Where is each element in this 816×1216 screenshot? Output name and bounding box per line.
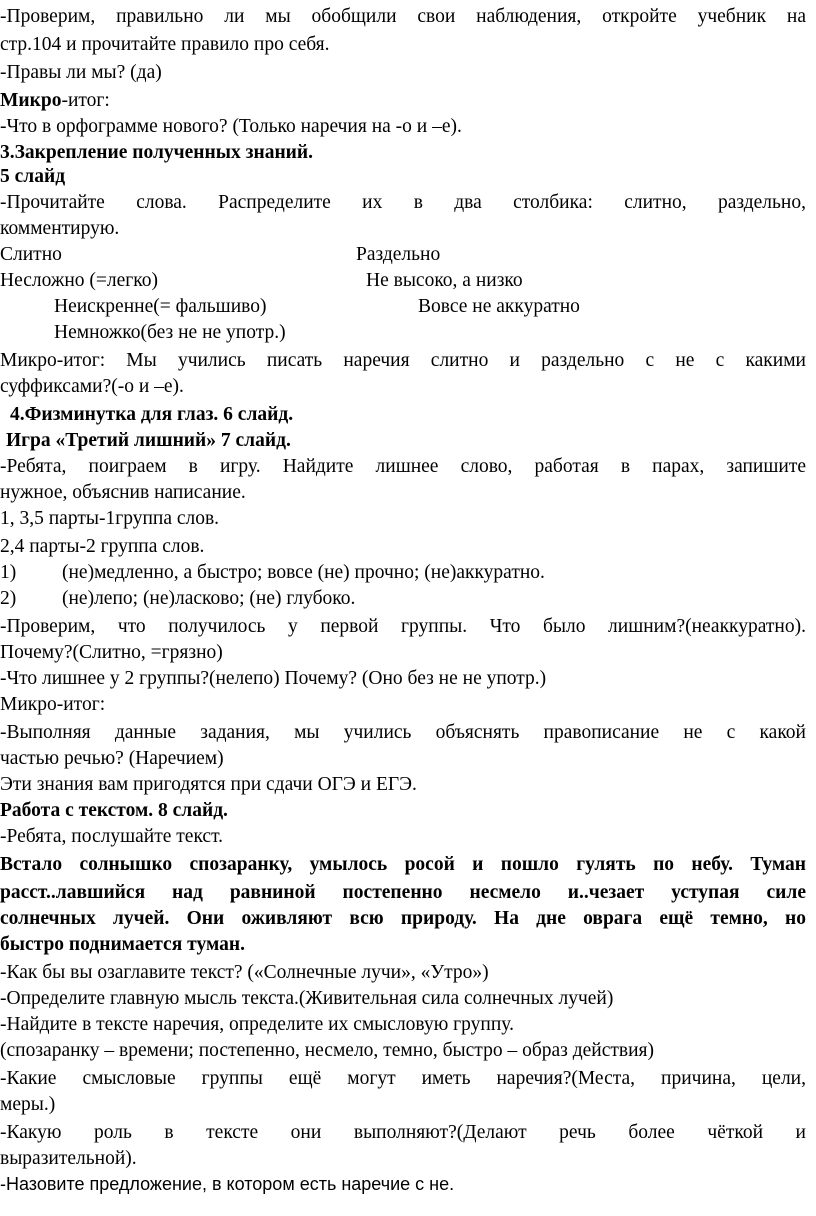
- slide-heading: 5 слайд: [0, 166, 66, 187]
- text-line: стр.104 и прочитайте правило про себя.: [0, 34, 330, 55]
- text-fragment: -итог:: [61, 90, 110, 111]
- text-line: -Какие смысловые группы ещё могут иметь наречия?(Места, причина, цели,: [0, 1068, 806, 1089]
- column-item: Немножко(без не не употр.): [54, 322, 286, 343]
- text-line: -Что лишнее у 2 группы?(нелепо) Почему? (Оно без не не употр.): [0, 668, 547, 689]
- bold-word: Микро: [0, 90, 62, 111]
- column-item: Неискренне(= фальшиво): [54, 296, 267, 317]
- text-line: Микро-итог:: [0, 694, 106, 715]
- text-line: -Проверим, правильно ли мы обобщили свои наблюдения, откройте учебник на: [0, 6, 806, 27]
- text-line: -Что в орфограмме нового? (Только наречия на -о и –е).: [0, 116, 462, 137]
- bold-text-line: солнечных лучей. Они оживляют всю природу. На дне оврага ещё темно, но: [0, 908, 806, 929]
- text-line: -Какую роль в тексте они выполняют?(Делают речь более чёткой и: [0, 1122, 806, 1143]
- text-line: меры.): [0, 1094, 56, 1115]
- text-line: нужное, объяснив написание.: [0, 482, 246, 503]
- section-heading: Работа с текстом. 8 слайд.: [0, 800, 228, 821]
- column-item: Не высоко, а низко: [366, 270, 523, 291]
- text-line: 1, 3,5 парты-1группа слов.: [0, 508, 220, 529]
- text-line: -Проверим, что получилось у первой группы. Что было лишним?(неаккуратно).: [0, 616, 806, 637]
- list-number: 1): [0, 562, 17, 583]
- text-line: (спозаранку – времени; постепенно, несмело, темно, быстро – образ действия): [0, 1040, 655, 1061]
- text-line: -Как бы вы озаглавите текст? («Солнечные лучи», «Утро»): [0, 962, 489, 983]
- text-line: суффиксами?(-о и –е).: [0, 376, 184, 397]
- section-heading: 4.Физминутка для глаз. 6 слайд.: [10, 404, 294, 425]
- text-line: -Найдите в тексте наречия, определите их смысловую группу.: [0, 1014, 514, 1035]
- list-item: (не)лепо; (не)ласково; (не) глубоко.: [62, 588, 356, 609]
- text-line: -Назовите предложение, в котором есть наречие с не.: [0, 1174, 455, 1194]
- text-line: -Правы ли мы? (да): [0, 62, 162, 83]
- column-item: Вовсе не аккуратно: [418, 296, 580, 317]
- text-line: 2,4 парты-2 группа слов.: [0, 536, 205, 557]
- column-header-right: Раздельно: [356, 244, 441, 265]
- text-line: [0, 86, 806, 115]
- bold-text-line: Встало солнышко спозаранку, умылось росой и пошло гулять по небу. Туман: [0, 854, 806, 875]
- bold-text-line: быстро поднимается туман.: [0, 934, 245, 955]
- text-line: -Ребята, послушайте текст.: [0, 826, 224, 847]
- text-line: -Прочитайте слова. Распределите их в два столбика: слитно, раздельно,: [0, 192, 806, 213]
- text-line: -Ребята, поиграем в игру. Найдите лишнее слово, работая в парах, запишите: [0, 456, 806, 477]
- text-line: частью речью? (Наречием): [0, 748, 224, 769]
- text-line: выразительной).: [0, 1148, 137, 1169]
- bold-text-line: расст..лавшийся над равниной постепенно несмело и..чезает уступая силе: [0, 882, 806, 903]
- list-number: 2): [0, 588, 17, 609]
- section-heading: 3.Закрепление полученных знаний.: [0, 142, 314, 163]
- column-header-left: Слитно: [0, 244, 62, 265]
- text-line: -Определите главную мысль текста.(Живительная сила солнечных лучей): [0, 988, 614, 1009]
- list-item: (не)медленно, а быстро; вовсе (не) прочно; (не)аккуратно.: [62, 562, 545, 583]
- section-heading: Игра «Третий лишний» 7 слайд.: [6, 430, 291, 451]
- text-line: Микро-итог: Мы учились писать наречия слитно и раздельно с не с какими: [0, 350, 806, 371]
- text-line: комментирую.: [0, 218, 120, 239]
- text-line: Почему?(Слитно, =грязно): [0, 642, 223, 663]
- column-item: Несложно (=легко): [0, 270, 159, 291]
- text-line: -Выполняя данные задания, мы учились объяснять правописание не с какой: [0, 722, 806, 743]
- text-line: Эти знания вам пригодятся при сдачи ОГЭ и ЕГЭ.: [0, 774, 417, 795]
